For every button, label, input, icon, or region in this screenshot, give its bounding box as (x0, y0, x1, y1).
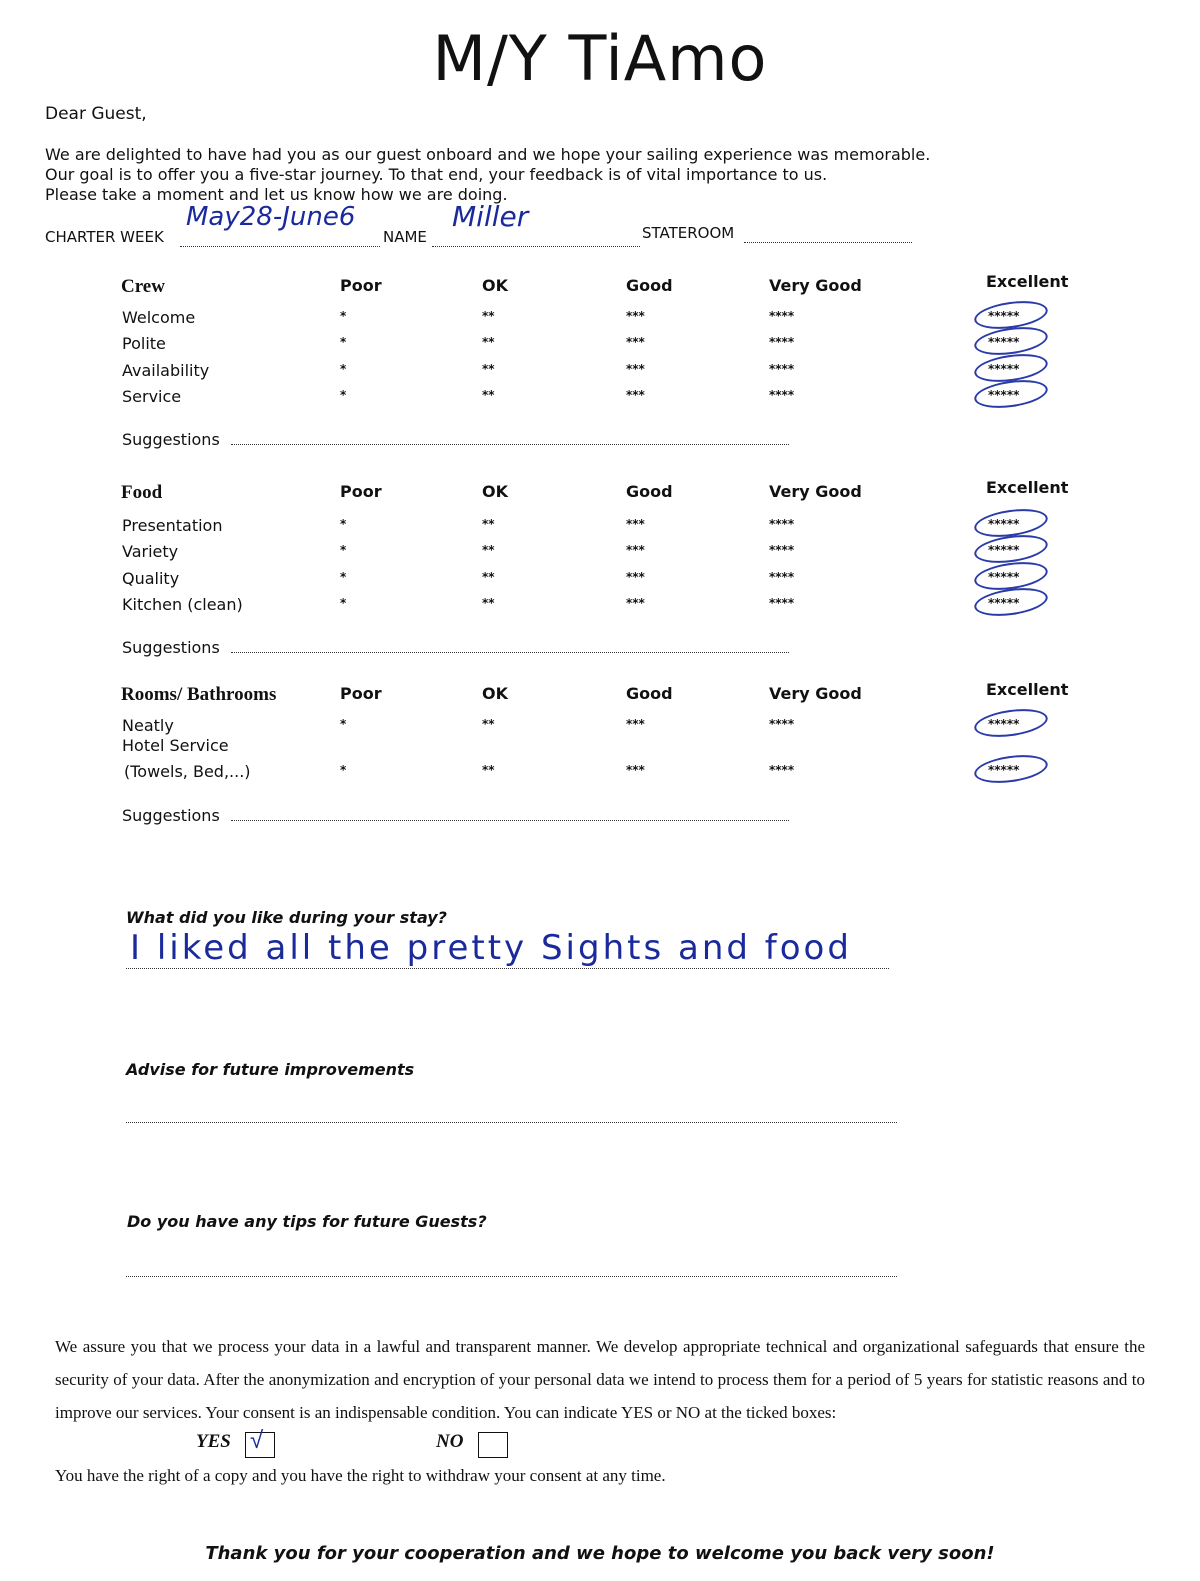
rating-option-good[interactable]: *** (626, 543, 645, 557)
row-label: Hotel Service (122, 736, 229, 755)
column-header-poor: Poor (340, 276, 382, 295)
rating-option-ok[interactable]: ** (482, 309, 495, 323)
row-label: Polite (122, 334, 166, 353)
row-label: Availability (122, 361, 210, 380)
selected-rating-circle (973, 376, 1050, 412)
section-title: Crew (121, 276, 165, 297)
rating-option-excellent[interactable]: ***** (988, 388, 1020, 402)
rights-statement: You have the right of a copy and you have the right to withdraw your consent at any time. (55, 1466, 666, 1485)
rating-option-poor[interactable]: * (340, 362, 347, 376)
rating-option-good[interactable]: *** (626, 596, 645, 610)
column-header-excellent: Excellent (986, 272, 1069, 291)
rating-option-excellent[interactable]: ***** (988, 717, 1020, 731)
answer-liked-line[interactable] (126, 962, 889, 969)
column-header-poor: Poor (340, 482, 382, 501)
column-header-good: Good (626, 276, 673, 295)
rating-option-excellent[interactable]: ***** (988, 362, 1020, 376)
rating-option-poor[interactable]: * (340, 570, 347, 584)
name-value: Miller (452, 200, 529, 233)
answer-improvements-line[interactable] (126, 1116, 897, 1123)
column-header-ok: OK (482, 482, 508, 501)
rating-option-very-good[interactable]: **** (769, 335, 795, 349)
rating-option-good[interactable]: *** (626, 335, 645, 349)
rating-option-excellent[interactable]: ***** (988, 763, 1020, 777)
rating-option-good[interactable]: *** (626, 362, 645, 376)
rating-option-good[interactable]: *** (626, 763, 645, 777)
greeting: Dear Guest, (45, 104, 147, 124)
rating-option-good[interactable]: *** (626, 570, 645, 584)
rating-option-poor[interactable]: * (340, 388, 347, 402)
suggestions-label: Suggestions (122, 638, 220, 657)
charter-week-label: CHARTER WEEK (45, 228, 164, 246)
column-header-ok: OK (482, 684, 508, 703)
rating-option-very-good[interactable]: **** (769, 388, 795, 402)
rating-option-excellent[interactable]: ***** (988, 309, 1020, 323)
consent-no-label: NO (436, 1431, 464, 1452)
row-label: Service (122, 387, 182, 406)
selected-rating-circle (973, 705, 1050, 741)
suggestions-label: Suggestions (122, 806, 220, 825)
column-header-excellent: Excellent (986, 680, 1069, 699)
rating-option-poor[interactable]: * (340, 335, 347, 349)
rating-option-poor[interactable]: * (340, 517, 347, 531)
column-header-good: Good (626, 482, 673, 501)
rating-option-very-good[interactable]: **** (769, 309, 795, 323)
column-header-poor: Poor (340, 684, 382, 703)
rating-option-excellent[interactable]: ***** (988, 543, 1020, 557)
rating-option-good[interactable]: *** (626, 517, 645, 531)
name-label: NAME (383, 228, 427, 246)
rating-option-ok[interactable]: ** (482, 596, 495, 610)
rating-option-very-good[interactable]: **** (769, 517, 795, 531)
rating-option-ok[interactable]: ** (482, 763, 495, 777)
rating-option-good[interactable]: *** (626, 717, 645, 731)
column-header-excellent: Excellent (986, 478, 1069, 497)
column-header-ok: OK (482, 276, 508, 295)
question-tips: Do you have any tips for future Guests? (127, 1212, 487, 1231)
intro-line-1: We are delighted to have had you as our guest onboard and we hope your sailing experience was memorable. (45, 145, 931, 164)
rating-option-ok[interactable]: ** (482, 335, 495, 349)
suggestions-label: Suggestions (122, 430, 220, 449)
document-title: M/Y TiAmo (432, 22, 768, 95)
rating-option-very-good[interactable]: **** (769, 596, 795, 610)
question-liked: What did you like during your stay? (126, 908, 447, 927)
rating-option-ok[interactable]: ** (482, 517, 495, 531)
column-header-very-good: Very Good (769, 482, 862, 501)
thank-you-note: Thank you for your cooperation and we hope to welcome you back very soon! (205, 1543, 995, 1564)
section-title: Rooms/ Bathrooms (121, 684, 277, 705)
section-title: Food (121, 482, 163, 503)
charter-week-value: May28-June6 (186, 202, 356, 232)
suggestions-field[interactable] (231, 642, 789, 653)
column-header-good: Good (626, 684, 673, 703)
column-header-very-good: Very Good (769, 276, 862, 295)
rating-option-excellent[interactable]: ***** (988, 517, 1020, 531)
column-header-very-good: Very Good (769, 684, 862, 703)
checkmark-icon: √ (250, 1427, 264, 1454)
consent-yes-checkbox[interactable] (245, 1427, 275, 1458)
stateroom-field[interactable] (744, 228, 912, 243)
row-label: Variety (122, 542, 179, 561)
row-label: Quality (122, 569, 180, 588)
rating-option-ok[interactable]: ** (482, 362, 495, 376)
rating-option-poor[interactable]: * (340, 596, 347, 610)
answer-tips-line[interactable] (126, 1270, 897, 1277)
question-improvements: Advise for future improvements (126, 1060, 415, 1079)
name-field[interactable] (432, 232, 640, 247)
consent-yes-label: YES (196, 1431, 231, 1452)
rating-option-very-good[interactable]: **** (769, 543, 795, 557)
selected-rating-circle (973, 323, 1050, 359)
row-label: Neatly (122, 716, 174, 735)
rating-option-ok[interactable]: ** (482, 388, 495, 402)
rating-option-ok[interactable]: ** (482, 570, 495, 584)
rating-option-poor[interactable]: * (340, 309, 347, 323)
intro-line-3: Please take a moment and let us know how we are doing. (45, 185, 508, 204)
selected-rating-circle (973, 584, 1050, 620)
rating-option-very-good[interactable]: **** (769, 717, 795, 731)
rating-option-excellent[interactable]: ***** (988, 596, 1020, 610)
row-label: Welcome (122, 308, 196, 327)
rating-option-ok[interactable]: ** (482, 543, 495, 557)
selected-rating-circle (973, 531, 1050, 567)
rating-option-poor[interactable]: * (340, 763, 347, 777)
suggestions-field[interactable] (231, 810, 789, 821)
answer-liked: I liked all the pretty Sights and food (130, 928, 852, 968)
rating-option-excellent[interactable]: ***** (988, 570, 1020, 584)
rating-option-poor[interactable]: * (340, 717, 347, 731)
suggestions-field[interactable] (231, 434, 789, 445)
selected-rating-circle (973, 751, 1050, 787)
rating-option-ok[interactable]: ** (482, 717, 495, 731)
rating-option-good[interactable]: *** (626, 309, 645, 323)
row-label: Presentation (122, 516, 223, 535)
rating-option-very-good[interactable]: **** (769, 763, 795, 777)
consent-no-checkbox[interactable] (478, 1432, 508, 1458)
row-label-detail: (Towels, Bed,...) (124, 762, 251, 781)
row-label: Kitchen (clean) (122, 595, 243, 614)
rating-option-poor[interactable]: * (340, 543, 347, 557)
privacy-statement: We assure you that we process your data in a lawful and transparent manner. We develop appropriate technical and organizational safeguards that ensure the security of your data. After the anonymization and encryption of your personal data we intend to process them for a period of 5 years for statistic reasons and to improve our services. Your consent is an indispensable condition. You can indicate YES or NO at the ticked boxes: (55, 1337, 1145, 1422)
charter-week-field[interactable] (180, 232, 380, 247)
intro-line-2: Our goal is to offer you a five-star journey. To that end, your feedback is of vital importance to us. (45, 165, 828, 184)
stateroom-label: STATEROOM (642, 224, 735, 242)
rating-option-very-good[interactable]: **** (769, 570, 795, 584)
rating-option-good[interactable]: *** (626, 388, 645, 402)
rating-option-very-good[interactable]: **** (769, 362, 795, 376)
rating-option-excellent[interactable]: ***** (988, 335, 1020, 349)
